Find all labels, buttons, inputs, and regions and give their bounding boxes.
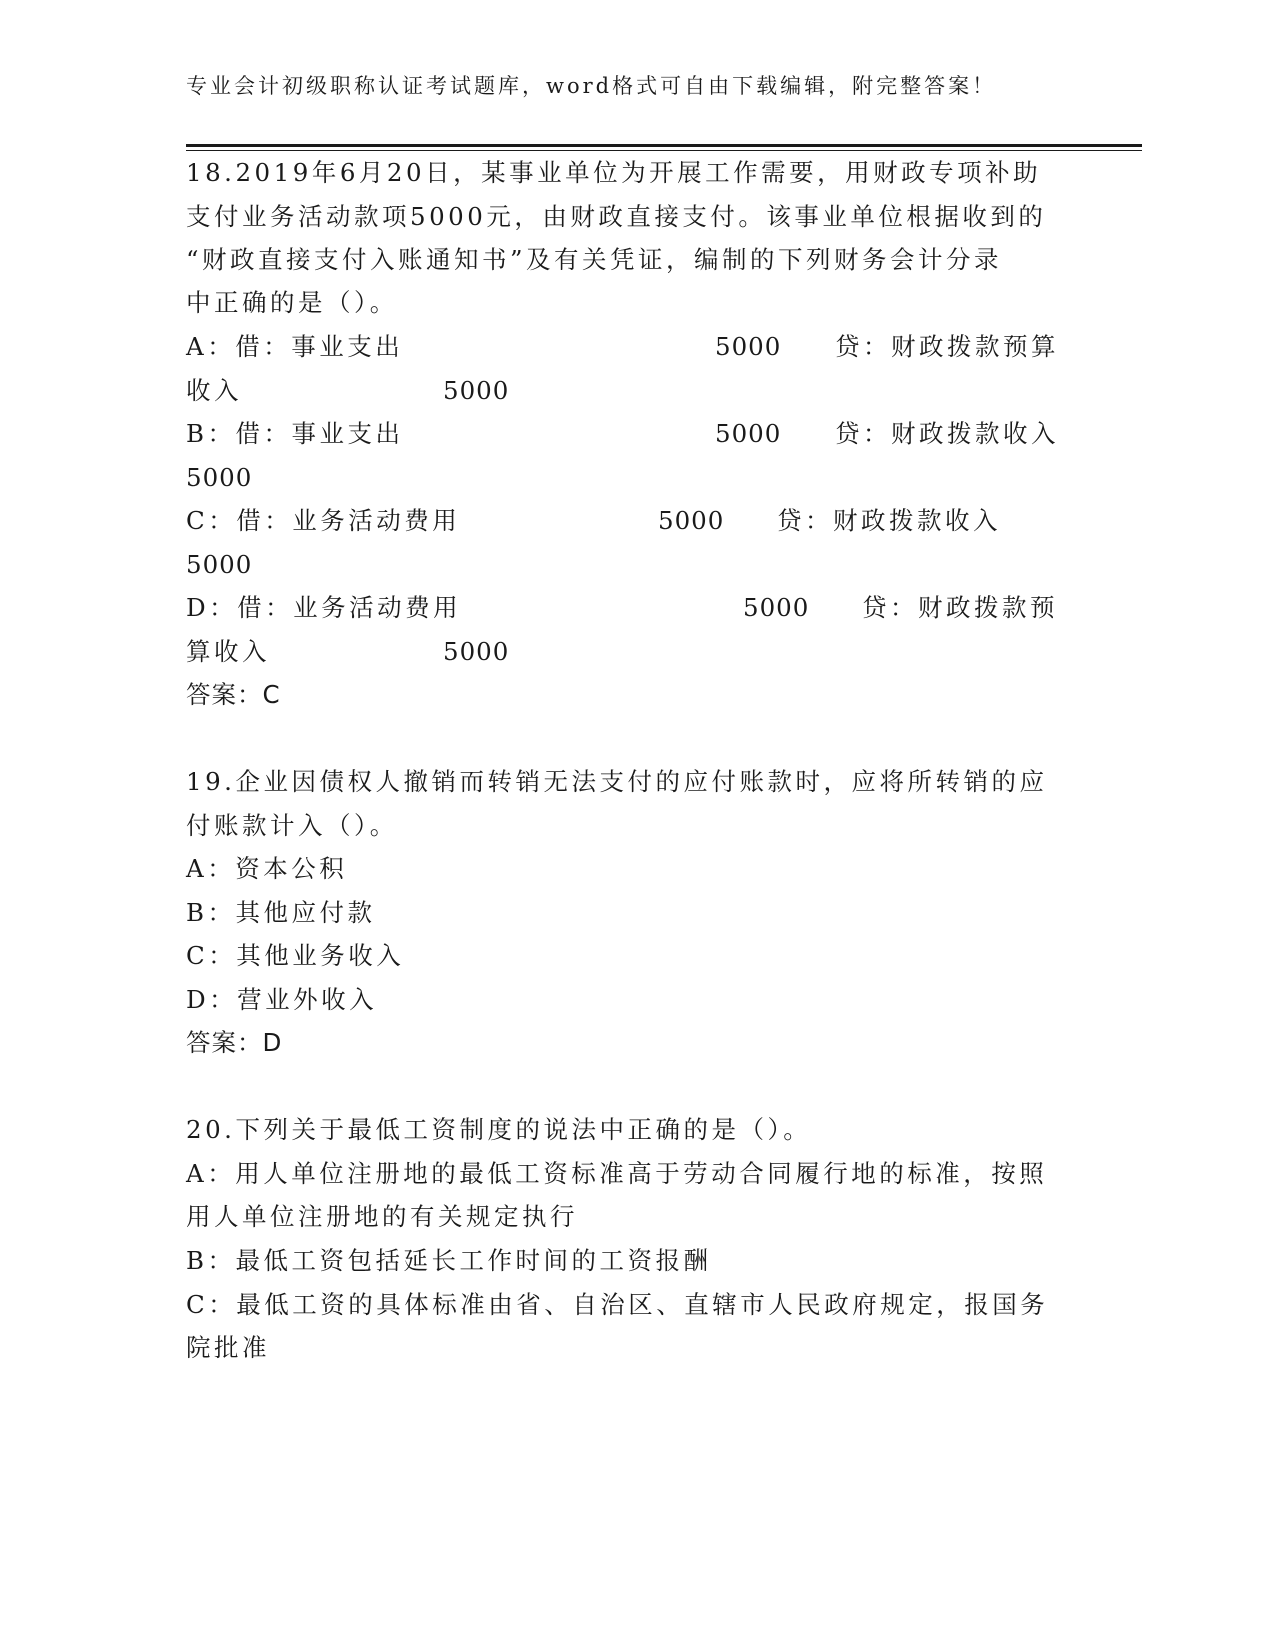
option-a: A：资本公积 [186, 854, 348, 883]
header-rule-thick [186, 144, 1142, 147]
option-c: C：其他业务收入 [186, 941, 405, 970]
option-c-continued: 院批准 [186, 1333, 270, 1362]
option-credit-wrap: 算收入 [186, 637, 270, 666]
answer: 答案：D [186, 1028, 283, 1057]
option-a: A：用人单位注册地的最低工资标准高于劳动合同履行地的标准，按照 [186, 1159, 1048, 1188]
option-debit-amount: 5000 [715, 332, 782, 361]
question-text-line: 18.2019年6月20日，某事业单位为开展工作需要，用财政专项补助 [186, 158, 1042, 187]
option-credit-amount: 5000 [443, 637, 510, 666]
option-d: D：营业外收入 [186, 985, 378, 1014]
option-credit: 贷：财政拨款收入 [835, 419, 1059, 448]
page-header: 专业会计初级职称认证考试题库，word格式可自由下载编辑，附完整答案！ [186, 74, 997, 98]
option-credit: 贷：财政拨款预 [862, 593, 1058, 622]
option-credit-amount: 5000 [443, 376, 510, 405]
question-text-line: 20.下列关于最低工资制度的说法中正确的是（）。 [186, 1115, 812, 1144]
option-credit-wrap: 收入 [186, 376, 242, 405]
option-debit: D：借：业务活动费用 [186, 593, 462, 622]
option-debit: C：借：业务活动费用 [186, 506, 461, 535]
option-credit-amount: 5000 [186, 550, 253, 579]
option-b: B：最低工资包括延长工作时间的工资报酬 [186, 1246, 712, 1275]
option-debit: A：借：事业支出 [186, 332, 404, 361]
option-credit: 贷：财政拨款收入 [777, 506, 1001, 535]
option-debit-amount: 5000 [715, 419, 782, 448]
option-a-continued: 用人单位注册地的有关规定执行 [186, 1202, 578, 1231]
option-credit: 贷：财政拨款预算 [835, 332, 1059, 361]
option-debit-amount: 5000 [743, 593, 810, 622]
question-text-line: 中正确的是（）。 [186, 288, 398, 317]
question-text-line: 19.企业因债权人撤销而转销无法支付的应付账款时，应将所转销的应 [186, 767, 1048, 796]
question-text-line: 支付业务活动款项5000元，由财政直接支付。该事业单位根据收到的 [186, 202, 1047, 231]
answer: 答案：C [186, 680, 281, 709]
question-text-line: 付账款计入（）。 [186, 811, 398, 840]
option-b: B：其他应付款 [186, 898, 376, 927]
option-debit: B：借：事业支出 [186, 419, 404, 448]
header-rule-thin [186, 150, 1142, 151]
option-credit-amount: 5000 [186, 463, 253, 492]
option-c: C：最低工资的具体标准由省、自治区、直辖市人民政府规定，报国务 [186, 1290, 1049, 1319]
question-text-line: “财政直接支付入账通知书”及有关凭证，编制的下列财务会计分录 [186, 245, 1003, 274]
option-debit-amount: 5000 [658, 506, 725, 535]
